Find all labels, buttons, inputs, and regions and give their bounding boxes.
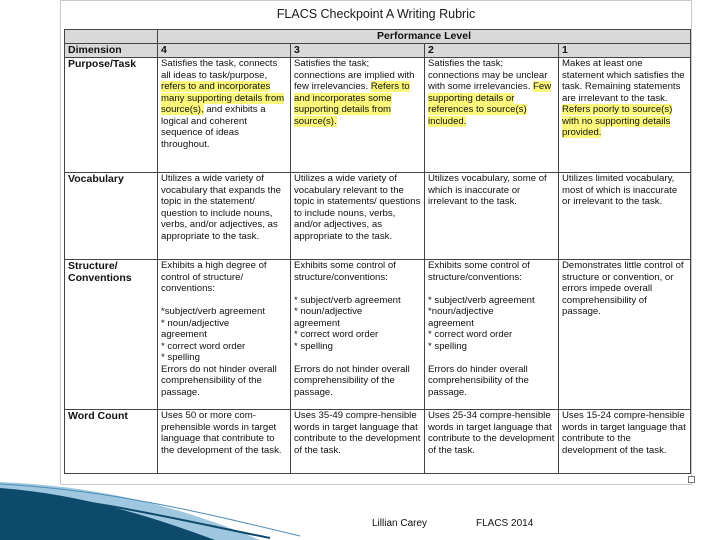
table-row [65,173,691,260]
header-blank-cell [65,30,158,44]
level-4-header: 4 [158,44,291,58]
structure-level-2-cell: Exhibits some control of structure/conventions: * subject/verb agreement *noun/adjective agreement * correct word order * spelling Errors do hinder overall comprehensibility of the passage. [425,260,559,410]
cell-text: Makes at least one statement which satisfies the task. Remaining statements are irrelevant to the task. [562,58,685,104]
structure-level-1-cell: Demonstrates little control of structure or convention, or errors impede overall comprehensibility of passage. [559,260,691,410]
highlighted-text: refers to and incorporates many supporting details from source(s), [161,81,285,115]
table-row [65,260,691,410]
vocabulary-level-4-cell: Utilizes a wide variety of vocabulary that expands the topic in the statement/ question to include nouns, verbs, and/or adjectives, as appropriate to the task. [158,173,291,260]
wordcount-level-3-cell: Uses 35-49 compre-hensible words in target language that contribute to the development of the task. [291,410,425,474]
decorative-swoosh [0,420,720,540]
structure-level-3-cell: Exhibits some control of structure/conventions: * subject/verb agreement * noun/adjective agreement * correct word order * spelling Errors do not hinder overall comprehensibility of the passage. [291,260,425,410]
purpose-level-1-cell [559,58,691,173]
purpose-level-3-cell [291,58,425,173]
purpose-level-2-cell [425,58,559,173]
footer-author: Lillian Carey [372,518,428,529]
performance-level-header: Performance Level [158,30,691,44]
dimension-vocabulary: Vocabulary [65,173,158,260]
footer-event: FLACS 2014 [476,518,534,529]
document-title: FLACS Checkpoint A Writing Rubric [276,7,476,21]
vocabulary-level-2-cell: Utilizes vocabulary, some of which is inaccurate or irrelevant to the task. [425,173,559,260]
level-2-header: 2 [425,44,559,58]
wordcount-level-4-cell: Uses 50 or more com-prehensible words in target language that contribute to the development of the task. [158,410,291,474]
highlighted-text: Refers poorly to source(s) with no supporting details provided. [562,104,673,138]
vocabulary-level-1-cell: Utilizes limited vocabulary, most of which is inaccurate or irrelevant to the task. [559,173,691,260]
header-row-levels [65,44,691,58]
cell-text: and exhibits a logical and coherent sequence of ideas throughout. [161,104,266,150]
header-row-performance [65,30,691,44]
vocabulary-level-3-cell: Utilizes a wide variety of vocabulary relevant to the topic in statements/ questions to include nouns, verbs, and/or adjectives, as appropriate to the task. [291,173,425,260]
cell-text: Satisfies the task, connects all ideas to task/purpose, [161,58,278,81]
purpose-level-4-cell [158,58,291,173]
rubric-document [60,0,692,485]
cell-text: Satisfies the task; connections are implied with few irrelevancies. [294,58,415,92]
wordcount-level-1-cell: Uses 15-24 compre-hensible words in target language that contribute to the development of the task. [559,410,691,474]
structure-level-4-cell: Exhibits a high degree of control of structure/ conventions: *subject/verb agreement * noun/adjective agreement * correct word order * spelling Errors do not hinder overall comprehensibility of the passage. [158,260,291,410]
table-row [65,58,691,173]
level-1-header: 1 [559,44,691,58]
dimension-purpose-task: Purpose/Task [65,58,158,173]
level-3-header: 3 [291,44,425,58]
highlighted-text: Few supporting details or references to source(s) included. [428,81,552,127]
wordcount-level-2-cell: Uses 25-34 compre-hensible words in target language that contribute to the development of the task. [425,410,559,474]
dimension-header: Dimension [65,44,158,58]
dimension-structure-conventions: Structure/ Conventions [65,260,158,410]
rubric-table [64,29,691,474]
dimension-word-count: Word Count [65,410,158,474]
cell-text: Satisfies the task; connections may be unclear with some irrelevancies. [428,58,548,92]
highlighted-text: Refers to and incorporates some supporting details from source(s). [294,81,410,127]
